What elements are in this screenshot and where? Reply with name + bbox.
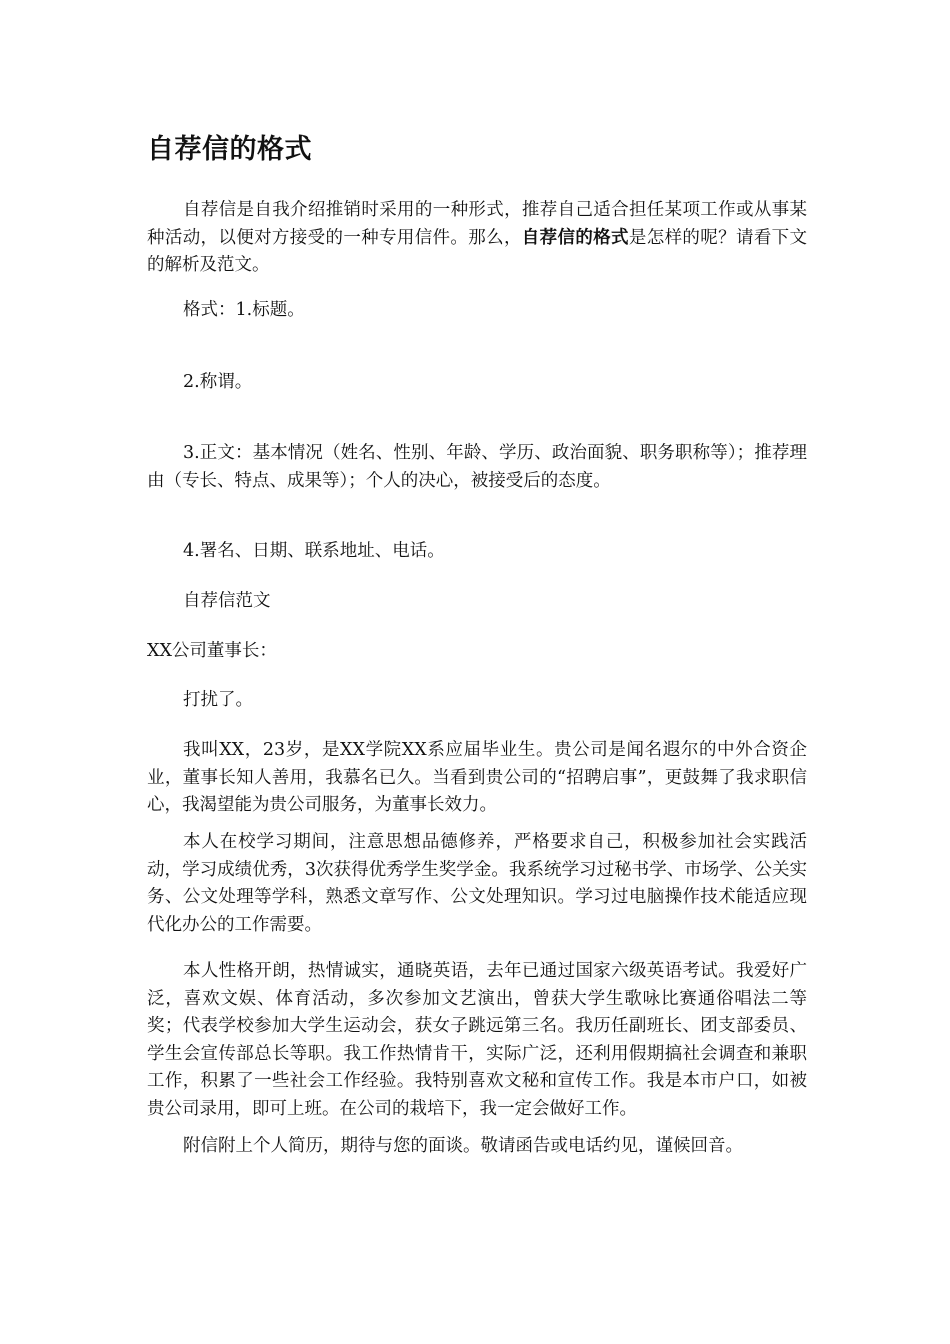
letter-paragraph: 我叫XX，23岁，是XX学院XX系应届毕业生。贵公司是闻名遐尔的中外合资企业，董事长知人善用，我慕名已久。当看到贵公司的“招聘启事”，更鼓舞了我求职信心，我渴望能为贵公司服务，为董事长效力。 [147, 740, 807, 815]
intro-keyword: 自荐信的格式 [521, 227, 629, 248]
intro-text-start: 自荐信是自我介绍推销时采用的一种形式，推荐自己适合担任某项工作或从事某种活动，以便对方接受的一种专用信件。那么， [147, 200, 807, 248]
letter-paragraph: 附信附上个人简历，期待与您的面谈。敬请函告或电话约见，谨候回音。 [183, 1136, 743, 1156]
format-item-body: 3.正文：基本情况（姓名、性别、年龄、学历、政治面貌、职务职称等）；推荐理由（专长、特点、成果等）；个人的决心，被接受后的态度。 [147, 443, 807, 491]
format-item-signature: 4.署名、日期、联系地址、电话。 [183, 541, 445, 561]
format-item-title: 格式：1.标题。 [183, 300, 305, 320]
letter-paragraph: 本人在校学习期间，注意思想品德修养，严格要求自己，积极参加社会实践活动，学习成绩优秀，3次获得优秀学生奖学金。我系统学习过秘书学、市场学、公关实务、公文处理等学科，熟悉文章写作、公文处理知识。学习过电脑操作技术能适应现代化办公的工作需要。 [147, 832, 807, 935]
sample-heading: 自荐信范文 [183, 591, 271, 611]
letter-salutation: XX公司董事长： [147, 641, 277, 661]
format-item-salutation: 2.称谓。 [183, 372, 253, 392]
intro-paragraph [147, 197, 807, 280]
letter-paragraph: 打扰了。 [183, 690, 253, 710]
intro-text-end: 是怎样的呢？请看下文的解析及范文。 [147, 227, 808, 275]
document-title: 自荐信的格式 [147, 134, 312, 165]
letter-paragraph: 本人性格开朗，热情诚实，通晓英语，去年已通过国家六级英语考试。我爱好广泛，喜欢文娱、体育活动，多次参加文艺演出，曾获大学生歌咏比赛通俗唱法二等奖；代表学校参加大学生运动会，获女子跳远第三名。我历任副班长、团支部委员、学生会宣传部总长等职。我工作热情肯干，实际广泛，还利用假期搞社会调查和兼职工作，积累了一些社会工作经验。我特别喜欢文秘和宣传工作。我是本市户口，如被贵公司录用，即可上班。在公司的栽培下，我一定会做好工作。 [147, 961, 807, 1119]
